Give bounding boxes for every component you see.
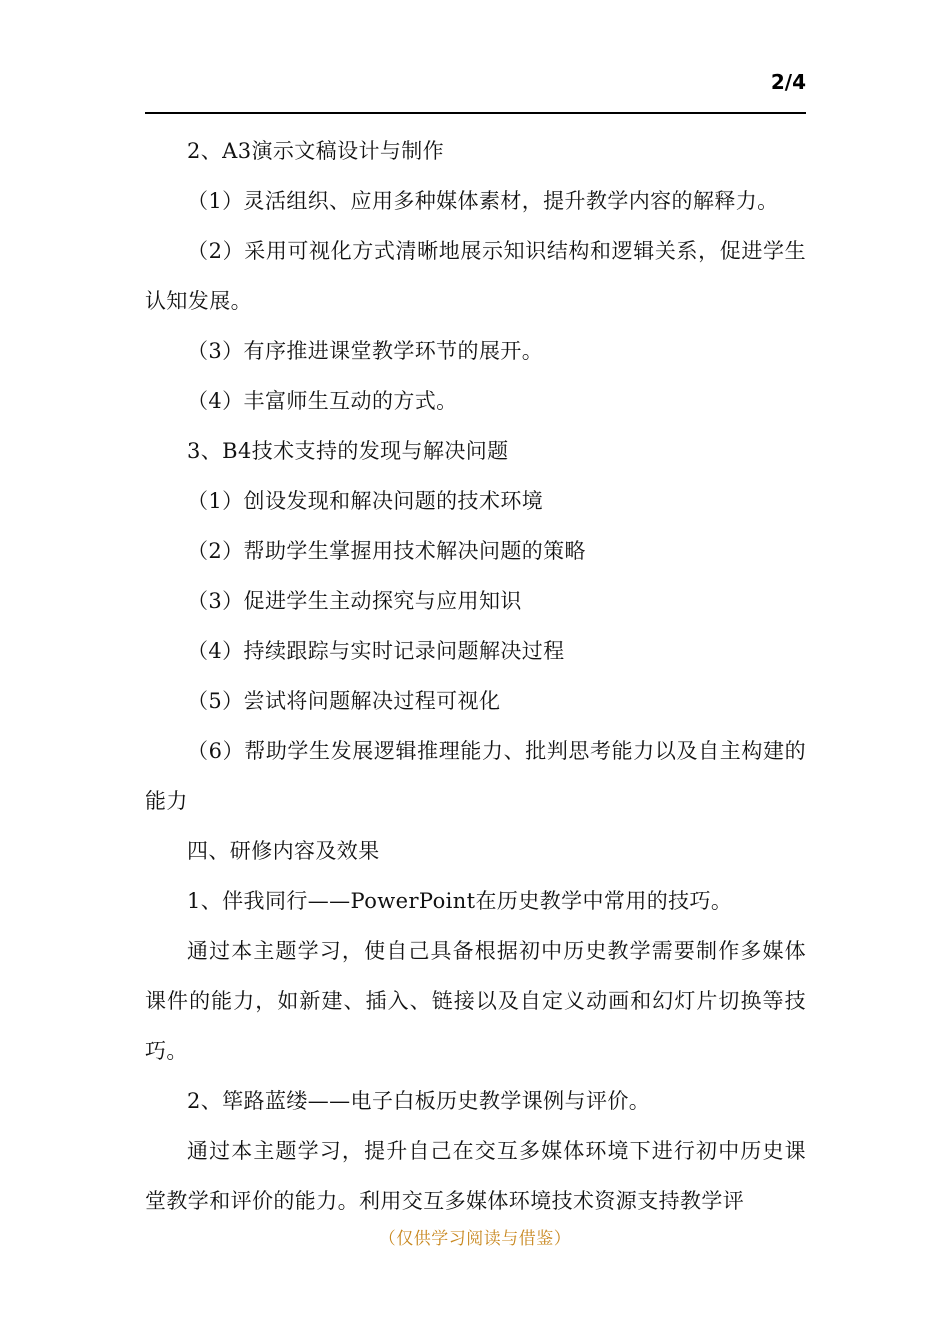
paragraph: 3、B4技术支持的发现与解决问题 bbox=[187, 439, 509, 463]
paragraph: （6）帮助学生发展逻辑推理能力、批判思考能力以及自主构建的能力 bbox=[145, 739, 806, 813]
paragraph: （3）促进学生主动探究与应用知识 bbox=[187, 589, 522, 613]
page-number: 2/4 bbox=[770, 70, 806, 94]
paragraph: （5）尝试将问题解决过程可视化 bbox=[187, 689, 501, 713]
paragraph: （4）丰富师生互动的方式。 bbox=[187, 389, 458, 413]
footer-note: （仅供学习阅读与借鉴） bbox=[378, 1229, 572, 1249]
paragraph: （2）采用可视化方式清晰地展示知识结构和逻辑关系，促进学生认知发展。 bbox=[145, 239, 806, 313]
paragraph: （4）持续跟踪与实时记录问题解决过程 bbox=[187, 639, 565, 663]
paragraph: （3）有序推进课堂教学环节的展开。 bbox=[187, 339, 544, 363]
paragraph: 2、A3演示文稿设计与制作 bbox=[187, 139, 445, 163]
paragraph: （2）帮助学生掌握用技术解决问题的策略 bbox=[187, 539, 586, 563]
paragraph: 通过本主题学习，提升自己在交互多媒体环境下进行初中历史课堂教学和评价的能力。利用交互多媒体环境技术资源支持教学评 bbox=[145, 1139, 806, 1213]
paragraph: （1）灵活组织、应用多种媒体素材，提升教学内容的解释力。 bbox=[187, 189, 779, 213]
paragraph: 通过本主题学习，使自己具备根据初中历史教学需要制作多媒体课件的能力，如新建、插入、链接以及自定义动画和幻灯片切换等技巧。 bbox=[145, 939, 806, 1063]
paragraph: 1、伴我同行——PowerPoint在历史教学中常用的技巧。 bbox=[187, 889, 733, 913]
section-heading: 四、研修内容及效果 bbox=[187, 839, 380, 863]
paragraph: 2、筚路蓝缕——电子白板历史教学课例与评价。 bbox=[187, 1089, 651, 1113]
header-rule bbox=[145, 112, 806, 114]
paragraph: （1）创设发现和解决问题的技术环境 bbox=[187, 489, 544, 513]
document-body bbox=[145, 126, 806, 1226]
